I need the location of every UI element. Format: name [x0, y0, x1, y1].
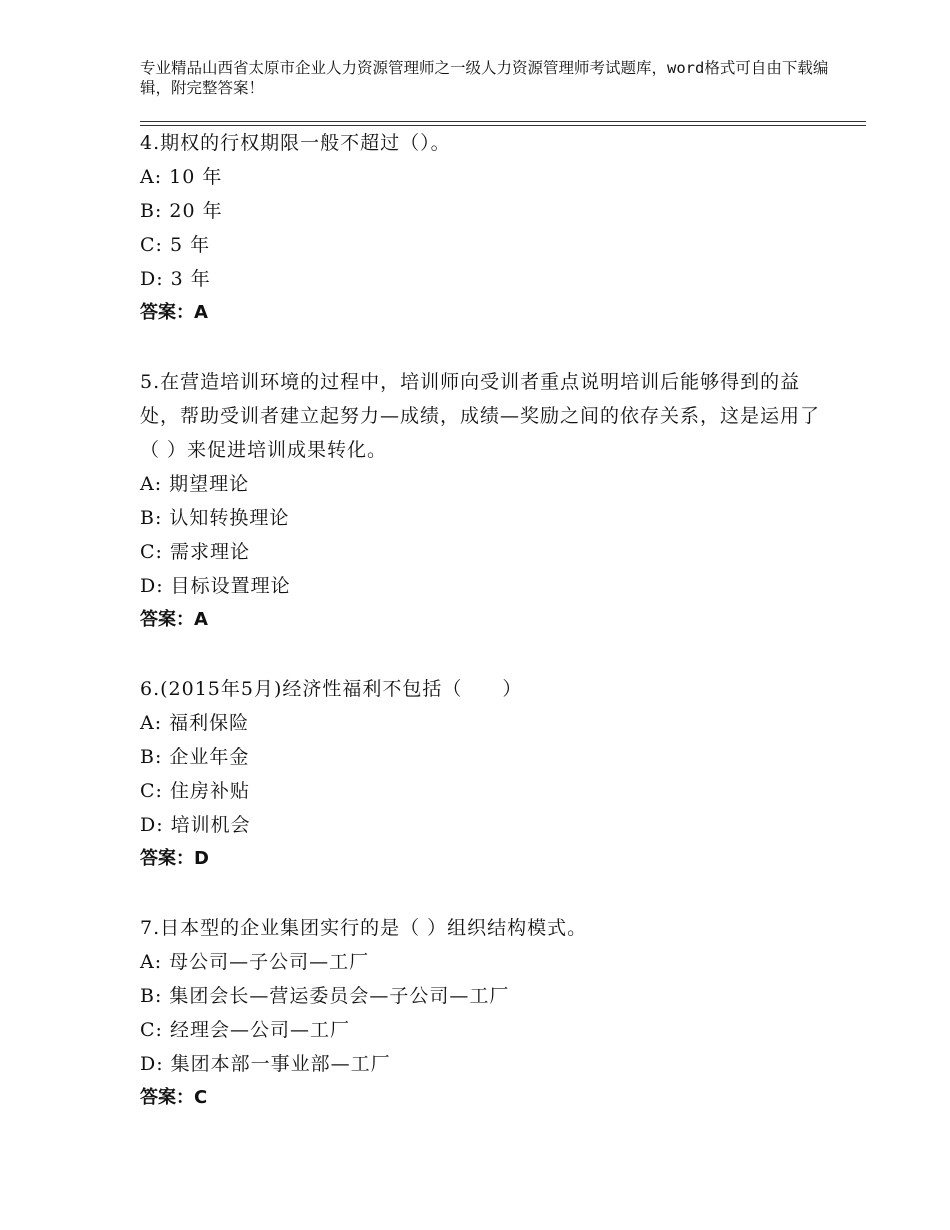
answer: 答案：C	[140, 1087, 208, 1108]
option-c: C: 5 年	[140, 234, 211, 256]
question-6	[140, 672, 820, 876]
question-7	[140, 911, 820, 1115]
option-c: C: 经理会—公司—工厂	[140, 1019, 350, 1041]
question-stem: 6.(2015年5月)经济性福利不包括（ ）	[140, 678, 523, 700]
question-stem: 5.在营造培训环境的过程中，培训师向受训者重点说明培训后能够得到的益处，帮助受训者建立起努力—成绩，成绩—奖励之间的依存关系，这是运用了（ ）来促进培训成果转化。	[140, 371, 821, 461]
answer: 答案：A	[140, 609, 208, 630]
question-stem: 4.期权的行权期限一般不超过（）。	[140, 132, 451, 154]
answer: 答案：D	[140, 848, 209, 869]
answer: 答案：A	[140, 302, 208, 323]
option-d: D: 培训机会	[140, 814, 251, 836]
option-b: B: 20 年	[140, 200, 223, 222]
option-a: A: 期望理论	[140, 473, 250, 495]
option-c: C: 住房补贴	[140, 780, 250, 802]
option-d: D: 3 年	[140, 268, 211, 290]
option-c: C: 需求理论	[140, 541, 250, 563]
question-5	[140, 365, 820, 637]
option-b: B: 认知转换理论	[140, 507, 290, 529]
question-4	[140, 126, 820, 330]
option-b: B: 集团会长—营运委员会—子公司—工厂	[140, 985, 510, 1007]
question-stem: 7.日本型的企业集团实行的是（ ）组织结构模式。	[140, 917, 588, 939]
option-b: B: 企业年金	[140, 746, 250, 768]
option-a: A: 母公司—子公司—工厂	[140, 951, 370, 973]
option-d: D: 集团本部一事业部—工厂	[140, 1053, 391, 1075]
option-a: A: 福利保险	[140, 712, 250, 734]
option-a: A: 10 年	[140, 166, 223, 188]
header-rule-top	[140, 121, 866, 122]
document-header: 专业精品山西省太原市企业人力资源管理师之一级人力资源管理师考试题库，word格式可自由下载编辑，附完整答案！	[140, 59, 829, 97]
option-d: D: 目标设置理论	[140, 575, 291, 597]
